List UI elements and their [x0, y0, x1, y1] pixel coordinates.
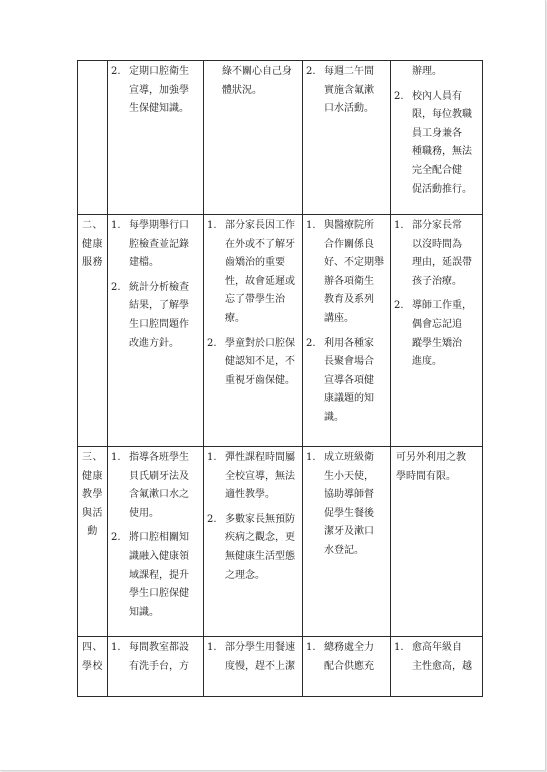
content-cell [303, 447, 391, 637]
list-item [111, 639, 200, 676]
item-number: 2. [394, 300, 404, 312]
item-text-line: 度慢，趕不上潔 [225, 660, 295, 672]
item-number: 1. [207, 642, 217, 653]
item-text-line: 利用各種家 [324, 337, 374, 349]
category-cell [78, 215, 108, 447]
content-cell [303, 637, 391, 697]
item-text-line: 每週二午間 [324, 66, 374, 77]
item-text-line: 可另外利用之教 [396, 452, 466, 463]
item-text-line: 含氟漱口水之 [129, 489, 189, 501]
category-label: 健康 [82, 238, 103, 250]
item-text-line: 完全配合健 [412, 164, 462, 176]
category-cell [78, 447, 108, 637]
item-number: 1. [306, 642, 316, 653]
list-item [222, 63, 299, 100]
item-number: 1. [306, 452, 316, 463]
item-text-line: 限，每位教職 [412, 109, 472, 121]
item-text-line: 康議題的知 [324, 393, 374, 405]
item-text-line: 成立班級衛 [324, 452, 374, 463]
list-item [207, 217, 299, 329]
content-cell [108, 215, 204, 447]
item-text-line: 協助導師督 [324, 489, 374, 501]
item-text-line: 種職務，無法 [412, 146, 472, 158]
item-number: 1. [207, 452, 217, 463]
item-text-line: 多數家長無預防 [225, 513, 295, 525]
category-label: 三、 [82, 452, 103, 463]
item-text-line: 促學生餐後 [324, 507, 374, 519]
category-label: 學校 [82, 660, 103, 672]
item-text-line: 部分家長因工作 [225, 220, 295, 231]
item-text-line: 每間教室都設 [129, 642, 189, 653]
item-text-line: 療。 [225, 312, 245, 324]
item-text-line: 宣導各項健 [324, 374, 374, 386]
item-text-line: 部分家長常 [412, 220, 462, 231]
content-cell [108, 637, 204, 697]
list-item [207, 639, 299, 676]
plan-table-body [78, 61, 483, 697]
table-row [78, 215, 483, 447]
category-label: 四、 [82, 642, 103, 653]
list-item [394, 639, 479, 676]
item-text-line: 疾病之觀念，更 [225, 532, 295, 544]
item-number: 1. [111, 642, 121, 653]
item-text-line: 之理念。 [225, 569, 265, 581]
item-text-line: 與醫療院所 [324, 220, 374, 231]
item-text-line: 校內人員有 [412, 90, 462, 102]
list-item [394, 217, 479, 291]
item-number: 2. [306, 66, 316, 77]
content-cell [204, 215, 303, 447]
item-text-line: 有洗手台，方 [129, 660, 189, 672]
list-item [306, 639, 387, 676]
item-text-line: 促活動推行。 [412, 183, 472, 195]
category-cell [78, 637, 108, 697]
item-number: 1. [207, 220, 217, 231]
item-number: 1. [111, 220, 121, 231]
item-number: 2. [111, 66, 121, 77]
item-text-line: 偶會忘記追 [412, 318, 462, 330]
item-text-line: 辦各項衛生 [324, 275, 374, 287]
item-number: 2. [394, 90, 404, 102]
list-item [306, 217, 387, 329]
item-text-line: 實施含氟漱 [324, 84, 374, 96]
item-text-line: 部分學生用餐速 [225, 642, 295, 653]
item-text-line: 知識。 [129, 606, 159, 618]
category-label: 與活 [82, 507, 103, 519]
item-text-line: 指導各班學生 [129, 452, 189, 463]
item-text-line: 長聚會場合 [324, 356, 374, 368]
item-text-line: 識。 [324, 411, 344, 423]
item-number: 1. [306, 220, 316, 231]
content-cell [391, 447, 483, 637]
item-text-line: 腔檢查並記錄 [129, 238, 189, 250]
item-text-line: 愈高年級自 [412, 642, 462, 653]
item-text-line: 全校宣導，無法 [225, 470, 295, 482]
item-number: 1. [394, 220, 404, 231]
item-text-line: 合作關係良 [324, 238, 374, 250]
list-item [306, 335, 387, 428]
item-text-line: 貝氏刷牙法及 [129, 470, 189, 482]
list-item [111, 63, 200, 119]
content-cell [391, 61, 483, 215]
item-text-line: 以沒時間為 [412, 238, 462, 250]
item-text-line: 體狀況。 [222, 84, 262, 96]
item-text-line: 適性教學。 [225, 489, 275, 501]
item-text-line: 建檔。 [129, 257, 159, 269]
item-text-line: 學童對於口腔保 [225, 337, 295, 349]
item-text-line: 講座。 [324, 312, 354, 324]
item-text-line: 綠不關心自己身 [222, 66, 292, 77]
item-text-line: 主性愈高，越 [412, 660, 472, 672]
category-label: 二、 [82, 220, 103, 231]
item-text-line: 教育及系列 [324, 294, 374, 306]
item-text-line: 配合供應充 [324, 660, 374, 672]
category-cell [78, 61, 108, 215]
plan-table [77, 60, 483, 697]
item-number: 2. [111, 281, 121, 293]
item-text-line: 將口腔相關知 [129, 532, 189, 544]
item-text-line: 理由，延誤帶 [412, 257, 472, 269]
content-cell [303, 61, 391, 215]
item-text-line: 重視牙齒保健。 [225, 374, 295, 386]
item-number: 2. [111, 532, 121, 544]
item-text-line: 潔牙及漱口 [324, 526, 374, 538]
item-text-line: 識融入健康領 [129, 550, 189, 562]
item-text-line: 使用。 [129, 507, 159, 519]
list-item [394, 449, 479, 486]
item-text-line: 忘了帶學生治 [225, 294, 285, 306]
category-label: 動 [87, 526, 98, 538]
item-text-line: 生小天使， [324, 470, 374, 482]
item-text-line: 辦理。 [412, 66, 442, 77]
list-item [207, 335, 299, 391]
list-item [306, 449, 387, 561]
item-text-line: 性，故會延遲或 [225, 275, 295, 287]
table-row [78, 447, 483, 637]
item-number: 1. [394, 642, 404, 653]
item-text-line: 導師工作重， [412, 300, 472, 312]
list-item [111, 449, 200, 523]
content-cell [391, 637, 483, 697]
item-text-line: 宣導，加強學 [129, 84, 189, 96]
content-cell [108, 61, 204, 215]
item-text-line: 口水活動。 [324, 103, 374, 115]
item-text-line: 蹤學生矯治 [412, 337, 462, 349]
item-text-line: 齒矯治的重要 [225, 257, 285, 269]
item-text-line: 每學期舉行口 [129, 220, 189, 231]
item-text-line: 無健康生活型態 [225, 550, 295, 562]
category-label: 服務 [82, 257, 103, 269]
item-text-line: 結果，了解學 [129, 300, 189, 312]
item-number: 1. [111, 452, 121, 463]
item-text-line: 員工身兼各 [412, 127, 462, 139]
item-text-line: 總務處全力 [324, 642, 374, 653]
table-row [78, 637, 483, 697]
item-text-line: 學生口腔保健 [129, 588, 189, 600]
item-text-line: 域課程，提升 [129, 569, 189, 581]
content-cell [391, 215, 483, 447]
item-text-line: 生口腔問題作 [129, 318, 189, 330]
list-item [394, 297, 479, 371]
table-row [78, 61, 483, 215]
category-label: 健康 [82, 470, 103, 482]
item-number: 2. [306, 337, 316, 349]
item-text-line: 好、不定期舉 [324, 257, 384, 269]
content-cell [204, 637, 303, 697]
list-item [394, 63, 479, 82]
list-item [207, 511, 299, 585]
category-label: 教學 [82, 489, 103, 501]
item-text-line: 統計分析檢查 [129, 281, 189, 293]
list-item [207, 449, 299, 505]
list-item [111, 279, 200, 353]
item-text-line: 孩子治療。 [412, 275, 462, 287]
list-item [394, 88, 479, 200]
item-text-line: 健認知不足，不 [225, 356, 295, 368]
content-cell [303, 215, 391, 447]
item-text-line: 改進方針。 [129, 337, 179, 349]
item-text-line: 定期口腔衛生 [129, 66, 189, 77]
item-number: 2. [207, 513, 217, 525]
item-text-line: 生保健知識。 [129, 103, 189, 115]
item-text-line: 在外或不了解牙 [225, 238, 295, 250]
item-text-line: 水登記。 [324, 544, 364, 556]
item-text-line: 進度。 [412, 356, 442, 368]
list-item [111, 529, 200, 622]
list-item [111, 217, 200, 273]
content-cell [204, 447, 303, 637]
content-cell [108, 447, 204, 637]
list-item [306, 63, 387, 119]
item-text-line: 學時間有限。 [396, 470, 456, 482]
content-cell [204, 61, 303, 215]
item-text-line: 彈性課程時間屬 [225, 452, 295, 463]
item-number: 2. [207, 337, 217, 349]
